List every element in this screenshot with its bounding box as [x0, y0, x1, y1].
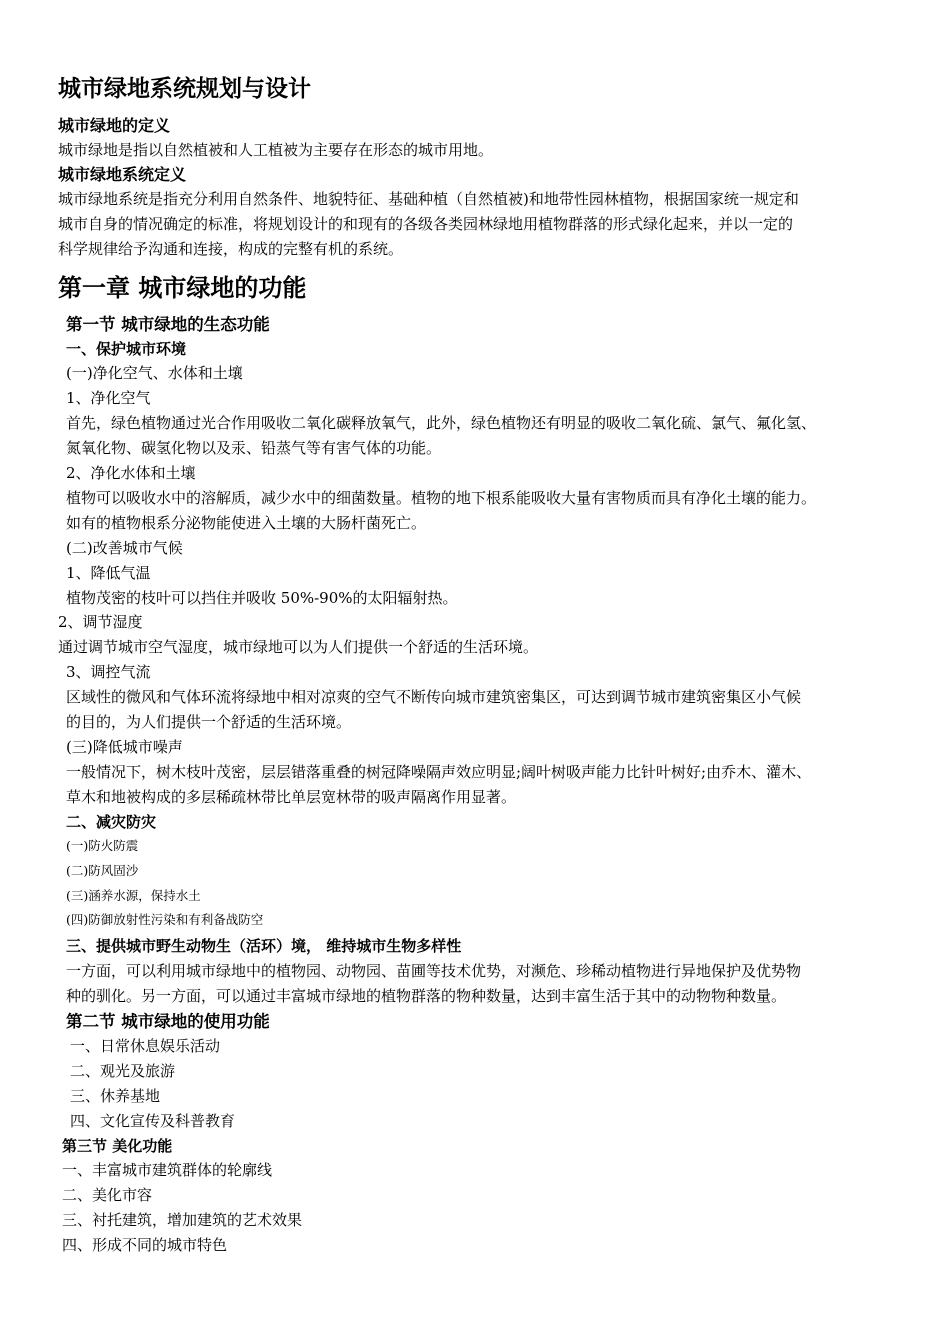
item-heading: 3、调控气流: [66, 663, 151, 681]
list-item: 一、丰富城市建筑群体的轮廓线: [62, 1161, 273, 1179]
paragraph-line: 植物可以吸收水中的溶解质，减少水中的细菌数量。植物的地下根系能吸收大量有害物质而具有净化土壤的能力。: [66, 489, 817, 507]
paragraph-line: 如有的植物根系分泌物能使进入土壤的大肠杆菌死亡。: [66, 514, 427, 532]
list-item: 三、休养基地: [70, 1087, 161, 1105]
definition-heading-green-space: 城市绿地的定义: [58, 116, 171, 135]
subsection-heading: (三)降低城市噪声: [66, 738, 183, 756]
list-item: 二、美化市容: [62, 1186, 153, 1204]
paragraph-line: 氮氧化物、碳氢化物以及汞、铅蒸气等有害气体的功能。: [66, 439, 442, 457]
paragraph-line: 草木和地被构成的多层稀疏林带比单层宽林带的吸声隔离作用显著。: [66, 788, 517, 806]
list-item: (三)涵养水源，保持水土: [66, 888, 201, 903]
part-heading: 一、保护城市环境: [66, 340, 187, 358]
list-item: (四)防御放射性污染和有利备战防空: [66, 912, 264, 927]
definition-heading-green-system: 城市绿地系统定义: [58, 165, 187, 184]
list-item: 三、衬托建筑，增加建筑的艺术效果: [62, 1211, 303, 1229]
definition-text-green-space: 城市绿地是指以自然植被和人工植被为主要存在形态的城市用地。: [58, 141, 494, 159]
paragraph-line: 首先，绿色植物通过光合作用吸收二氧化碳释放氧气，此外，绿色植物还有明显的吸收二氧化硫、氯气、氟化氢、: [66, 414, 817, 432]
section-title: 第二节 城市绿地的使用功能: [66, 1012, 270, 1031]
paragraph-line: 一般情况下，树木枝叶茂密，层层错落重叠的树冠降噪隔声效应明显;阔叶树吸声能力比针叶树好;由乔木、灌木、: [66, 763, 812, 781]
part-heading: 三、提供城市野生动物生（活环）境， 维持城市生物多样性: [66, 937, 462, 955]
subsection-heading: (一)净化空气、水体和土壤: [66, 364, 243, 382]
list-item: (一)防火防震: [66, 838, 139, 853]
definition-text-line: 城市自身的情况确定的标准，将规划设计的和现有的各级各类园林绿地用植物群落的形式绿化起来，并以一定的: [58, 215, 794, 233]
document-title: 城市绿地系统规划与设计: [58, 76, 311, 102]
list-item: (二)防风固沙: [66, 863, 139, 878]
paragraph-line: 种的驯化。另一方面，可以通过丰富城市绿地的植物群落的物种数量，达到丰富生活于其中的动物物种数量。: [66, 987, 787, 1005]
paragraph-line: 植物茂密的枝叶可以挡住并吸收 50%-90%的太阳辐射热。: [66, 589, 458, 607]
list-item: 二、观光及旅游: [70, 1062, 176, 1080]
list-item: 四、形成不同的城市特色: [62, 1236, 228, 1254]
item-heading: 2、调节湿度: [58, 613, 143, 631]
chapter-title: 第一章 城市绿地的功能: [58, 274, 307, 302]
paragraph-line: 的目的，为人们提供一个舒适的生活环境。: [66, 713, 352, 731]
definition-text-line: 城市绿地系统是指充分利用自然条件、地貌特征、基础种植（自然植被)和地带性园林植物，根据国家统一规定和: [58, 190, 799, 208]
paragraph-line: 区域性的微风和气体环流将绿地中相对凉爽的空气不断传向城市建筑密集区，可达到调节城市建筑密集区小气候: [66, 688, 802, 706]
definition-text-line: 科学规律给予沟通和连接，构成的完整有机的系统。: [58, 240, 404, 258]
paragraph-line: 通过调节城市空气湿度，城市绿地可以为人们提供一个舒适的生活环境。: [58, 638, 539, 656]
section-title: 第三节 美化功能: [62, 1137, 173, 1155]
subsection-heading: (二)改善城市气候: [66, 539, 183, 557]
item-heading: 1、净化空气: [66, 389, 151, 407]
part-heading: 二、减灾防灾: [66, 813, 157, 831]
item-heading: 2、净化水体和土壤: [66, 464, 196, 482]
list-item: 四、文化宣传及科普教育: [70, 1112, 236, 1130]
section-title: 第一节 城市绿地的生态功能: [66, 315, 270, 334]
list-item: 一、日常休息娱乐活动: [70, 1037, 221, 1055]
paragraph-line: 一方面，可以利用城市绿地中的植物园、动物园、苗圃等技术优势，对濒危、珍稀动植物进行异地保护及优势物: [66, 962, 802, 980]
item-heading: 1、降低气温: [66, 564, 151, 582]
